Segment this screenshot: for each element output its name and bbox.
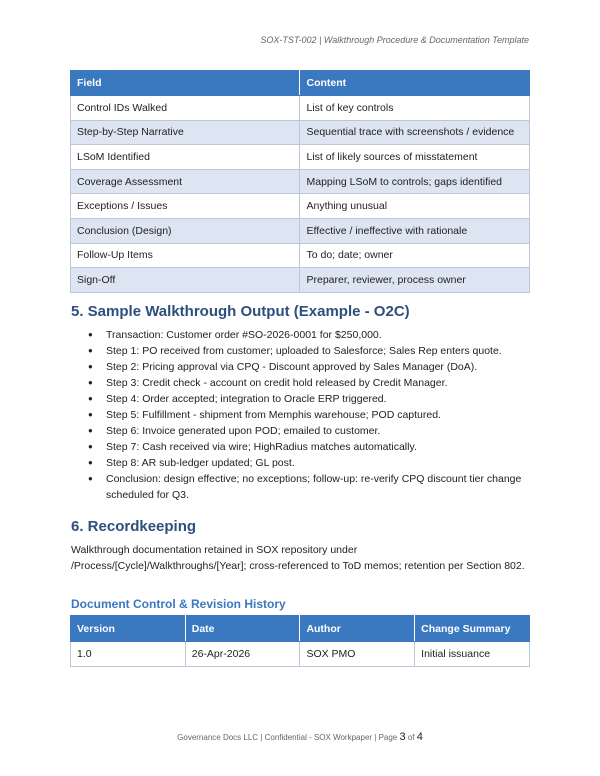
- revision-table-header-row: [71, 616, 530, 642]
- table-row: [71, 194, 530, 219]
- column-header-content: Content: [300, 71, 530, 96]
- recordkeeping-paragraph: Walkthrough documentation retained in SOX repository under /Process/[Cycle]/Walkthroughs/[Year]; cross-referenced to ToD memos; retention per Section 802.: [71, 544, 525, 572]
- list-item: ● Step 6: Invoice generated upon POD; emailed to customer.: [88, 423, 528, 439]
- revision-history-heading: Document Control & Revision History: [71, 597, 286, 611]
- table-row: [71, 169, 530, 194]
- footer-page-total: 4: [416, 731, 423, 743]
- table-cell: List of likely sources of misstatement: [300, 145, 530, 170]
- section-6-heading: 6. Recordkeeping: [71, 518, 197, 535]
- list-item: ● Step 8: AR sub-ledger updated; GL post.: [88, 455, 528, 471]
- table-cell: 1.0: [71, 642, 186, 667]
- table-cell: To do; date; owner: [300, 243, 530, 268]
- list-item: ● Step 5: Fulfillment - shipment from Memphis warehouse; POD captured.: [88, 407, 528, 423]
- table-cell: Follow-Up Items: [71, 243, 300, 268]
- list-item: ● Step 3: Credit check - account on credit hold released by Credit Manager.: [88, 375, 528, 391]
- table-cell: Mapping LSoM to controls; gaps identified: [300, 169, 530, 194]
- list-item: ● Conclusion: design effective; no exceptions; follow-up: re-verify CPQ discount tier change scheduled for Q3.: [88, 471, 528, 503]
- footer-of: of: [405, 733, 417, 742]
- column-header-change-summary: Change Summary: [415, 616, 530, 642]
- column-header-author: Author: [300, 616, 415, 642]
- list-item: ● Transaction: Customer order #SO-2026-0001 for $250,000.: [88, 327, 528, 343]
- table-row: [71, 218, 530, 243]
- table-row: [71, 268, 530, 293]
- table-row: [71, 243, 530, 268]
- walkthrough-steps-list: [88, 327, 528, 503]
- table-cell: LSoM Identified: [71, 145, 300, 170]
- table-cell: Exceptions / Issues: [71, 194, 300, 219]
- page-header: SOX-TST-002 | Walkthrough Procedure & Documentation Template: [260, 35, 529, 45]
- list-item: ● Step 2: Pricing approval via CPQ - Discount approved by Sales Manager (DoA).: [88, 359, 528, 375]
- table-row: [71, 120, 530, 145]
- list-item: ● Step 7: Cash received via wire; HighRadius matches automatically.: [88, 439, 528, 455]
- table-cell: Sequential trace with screenshots / evidence: [300, 120, 530, 145]
- table-cell: 26-Apr-2026: [185, 642, 300, 667]
- table-cell: Sign-Off: [71, 268, 300, 293]
- fields-table-header-row: [71, 71, 530, 96]
- table-row: [71, 642, 530, 667]
- table-cell: SOX PMO: [300, 642, 415, 667]
- fields-table: [70, 70, 530, 293]
- table-cell: Step-by-Step Narrative: [71, 120, 300, 145]
- table-cell: Initial issuance: [415, 642, 530, 667]
- column-header-date: Date: [185, 616, 300, 642]
- list-item: ● Step 1: PO received from customer; uploaded to Salesforce; Sales Rep enters quote.: [88, 343, 528, 359]
- column-header-field: Field: [71, 71, 300, 96]
- page-footer: [0, 731, 600, 743]
- section-5-heading: 5. Sample Walkthrough Output (Example - O2C): [71, 303, 410, 320]
- footer-text: Governance Docs LLC | Confidential - SOX Workpaper | Page: [177, 733, 400, 742]
- table-row: [71, 96, 530, 121]
- table-cell: Effective / ineffective with rationale: [300, 218, 530, 243]
- table-cell: List of key controls: [300, 96, 530, 121]
- table-cell: Anything unusual: [300, 194, 530, 219]
- table-cell: Control IDs Walked: [71, 96, 300, 121]
- column-header-version: Version: [71, 616, 186, 642]
- revision-history-table: [70, 615, 530, 667]
- table-cell: Conclusion (Design): [71, 218, 300, 243]
- footer-page-number: 3: [399, 731, 406, 743]
- table-cell: Preparer, reviewer, process owner: [300, 268, 530, 293]
- list-item: ● Step 4: Order accepted; integration to Oracle ERP triggered.: [88, 391, 528, 407]
- table-cell: Coverage Assessment: [71, 169, 300, 194]
- table-row: [71, 145, 530, 170]
